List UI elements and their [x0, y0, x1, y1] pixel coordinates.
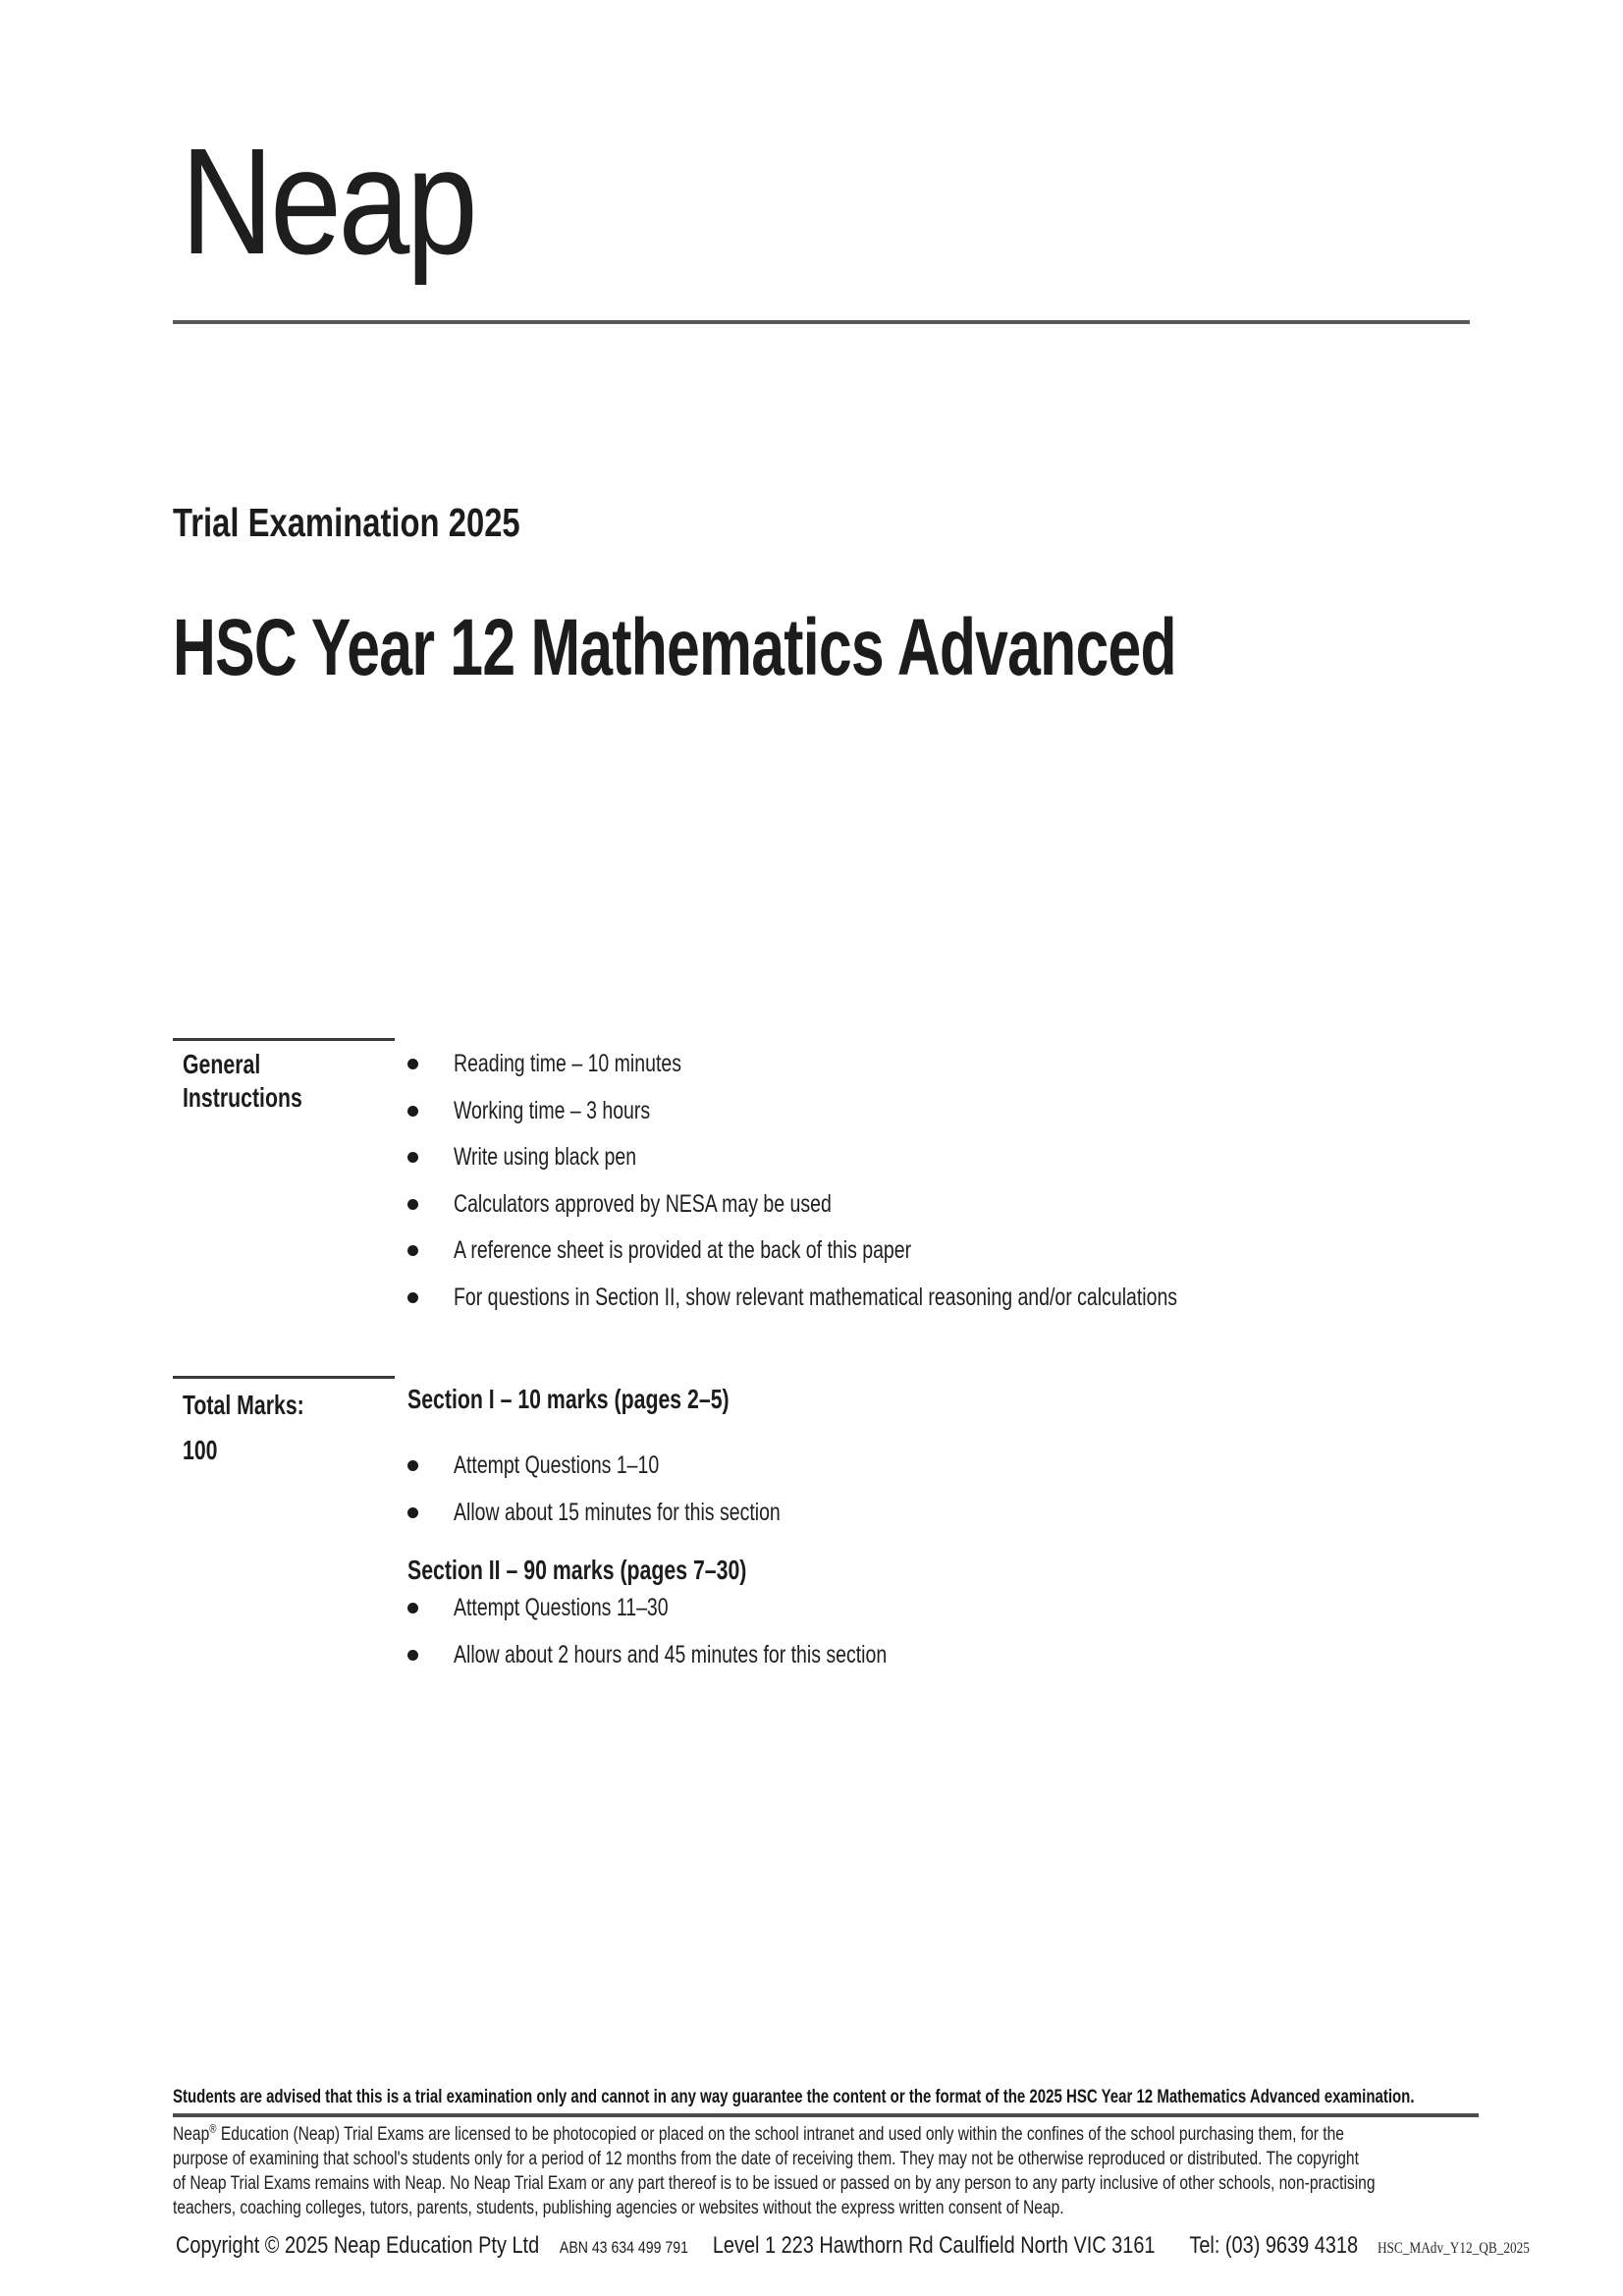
neap-logo-text: Neap: [181, 117, 475, 286]
registered-trademark-icon: ®: [209, 2121, 217, 2136]
copyright-text: Copyright © 2025 Neap Education Pty Ltd: [176, 2232, 540, 2259]
bullet-icon: [407, 1245, 418, 1256]
section-1-list: [407, 1443, 873, 1536]
bullet-icon: [407, 1603, 418, 1613]
list-item: Working time – 3 hours: [407, 1088, 1381, 1135]
general-instructions-rule: [173, 1038, 395, 1041]
copyright-row: [176, 2232, 1530, 2260]
address-text: Level 1 223 Hawthorn Rd Caulfield North VIC 3161: [712, 2232, 1156, 2259]
bullet-icon: [407, 1199, 418, 1210]
general-instructions-label-line2: Instructions: [183, 1082, 302, 1113]
list-item: Allow about 15 minutes for this section: [407, 1490, 873, 1537]
abn-text: ABN 43 634 499 791: [559, 2238, 688, 2257]
section-1-heading: Section I – 10 marks (pages 2–5): [407, 1384, 730, 1414]
license-line: teachers, coaching colleges, tutors, parents, students, publishing agencies or websites without the express written consent of Neap.: [173, 2198, 1064, 2218]
general-instructions-label-line1: General: [183, 1049, 261, 1079]
list-item: For questions in Section II, show relevant mathematical reasoning and/or calculations: [407, 1275, 1381, 1322]
advisory-note: Students are advised that this is a trial examination only and cannot in any way guarantee the content or the format of the 2025 HSC Year 12 Mathematics Advanced examination.: [173, 2087, 1415, 2107]
total-marks-rule: [173, 1376, 395, 1379]
footer-divider-line: [173, 2113, 1479, 2117]
list-item: Allow about 2 hours and 45 minutes for this section: [407, 1632, 1009, 1679]
tel-text: Tel: (03) 9639 4318: [1189, 2232, 1359, 2259]
list-item: Attempt Questions 11–30: [407, 1585, 1009, 1632]
neap-logo: [181, 117, 526, 286]
section-2-heading: Section II – 90 marks (pages 7–30): [407, 1555, 747, 1585]
general-instructions-list: [407, 1041, 1381, 1321]
total-marks-label: Total Marks:: [183, 1390, 304, 1420]
list-item: A reference sheet is provided at the back of this paper: [407, 1228, 1381, 1275]
license-line: purpose of examining that school's students only for a period of 12 months from the date of receiving them. They may not be otherwise reproduced or distributed. The copyright: [173, 2149, 1359, 2169]
list-item: Attempt Questions 1–10: [407, 1443, 873, 1490]
license-line: Neap® Education (Neap) Trial Exams are licensed to be photocopied or placed on the school intranet and used only within the confines of the school purchasing them, for the: [173, 2121, 1344, 2145]
list-item: Reading time – 10 minutes: [407, 1041, 1381, 1088]
total-marks-label-block: [183, 1383, 343, 1473]
header-divider-line: [173, 320, 1470, 324]
list-item: Write using black pen: [407, 1134, 1381, 1181]
bullet-icon: [407, 1507, 418, 1518]
bullet-icon: [407, 1650, 418, 1661]
general-instructions-label: [183, 1048, 340, 1115]
exam-subtitle: Trial Examination 2025: [173, 500, 520, 545]
bullet-icon: [407, 1460, 418, 1471]
doc-code: HSC_MAdv_Y12_QB_2025: [1377, 2240, 1530, 2257]
total-marks-value: 100: [183, 1435, 218, 1465]
list-item: Calculators approved by NESA may be used: [407, 1181, 1381, 1229]
bullet-icon: [407, 1106, 418, 1117]
license-paragraph: [173, 2122, 1376, 2220]
bullet-icon: [407, 1152, 418, 1163]
license-line: of Neap Trial Exams remains with Neap. No Neap Trial Exam or any part thereof is to be issued or passed on by any person to any party inclusive of other schools, non-practising: [173, 2173, 1376, 2194]
exam-title: HSC Year 12 Mathematics Advanced: [173, 603, 1176, 692]
bullet-icon: [407, 1292, 418, 1303]
bullet-icon: [407, 1059, 418, 1069]
section-2-list: [407, 1585, 1009, 1678]
